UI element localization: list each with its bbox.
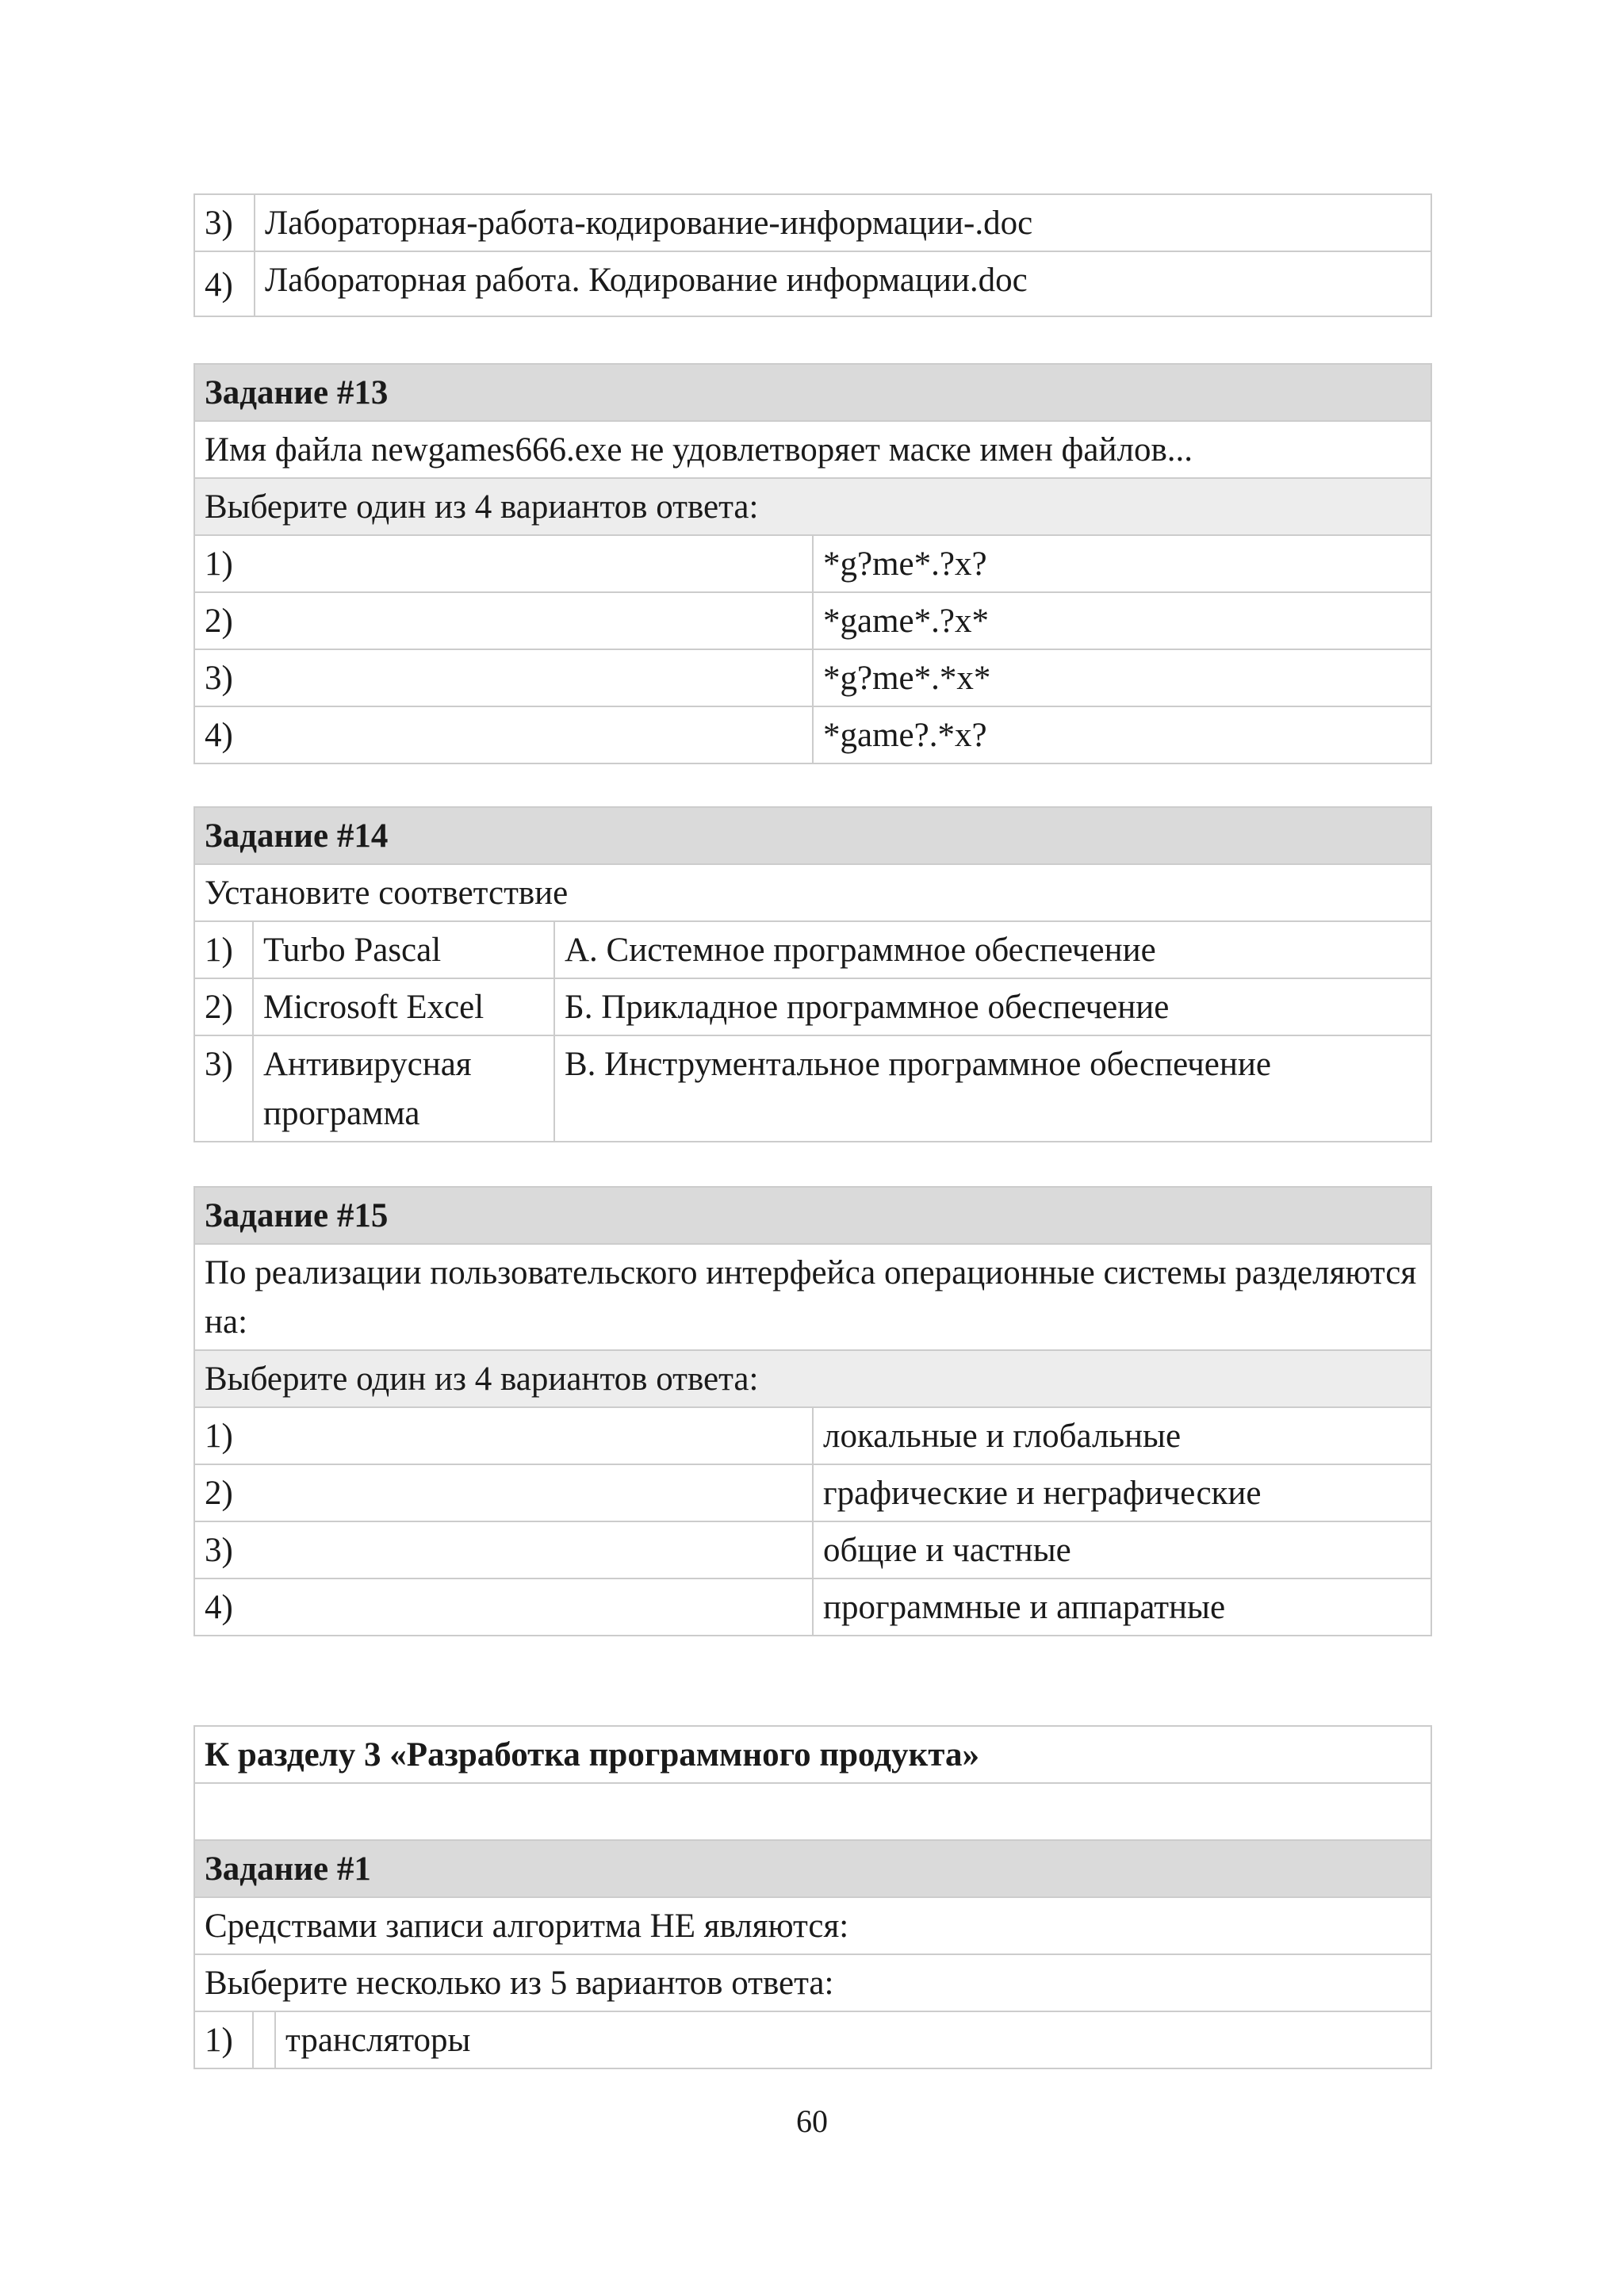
match-number: 3) [194,1035,253,1142]
option-row [194,706,1431,763]
match-left: Антивирусная программа [253,1035,554,1142]
option-number: 2) [194,592,813,649]
option-number: 1) [194,2011,253,2068]
option-text: локальные и глобальные [813,1407,1431,1464]
option-row [194,251,1431,316]
match-row [194,1035,1431,1142]
option-number: 4) [194,706,813,763]
option-number: 4) [194,251,255,316]
option-number: 3) [194,194,255,251]
section3-table [193,1725,1432,2069]
match-number: 2) [194,978,253,1035]
match-right: А. Системное программное обеспечение [554,921,1431,978]
task-title: Задание #1 [194,1840,1431,1897]
match-left: Microsoft Excel [253,978,554,1035]
task-instruction: Установите соответствие [194,864,1431,921]
option-row [194,535,1431,592]
option-text: *g?me*.?x? [813,535,1431,592]
option-text: *g?me*.*x* [813,649,1431,706]
task-question: Имя файла newgames666.exe не удовлетворяет маске имен файлов... [194,421,1431,478]
match-row [194,921,1431,978]
task-instruction: Выберите один из 4 вариантов ответа: [194,1350,1431,1407]
option-text: программные и аппаратные [813,1578,1431,1636]
option-number: 2) [194,1464,813,1521]
match-left: Turbo Pascal [253,921,554,978]
option-checkbox-cell [253,2011,275,2068]
option-row [194,592,1431,649]
option-number: 3) [194,649,813,706]
option-number: 3) [194,1521,813,1578]
option-row [194,1464,1431,1521]
option-row [194,2011,1431,2068]
match-right: В. Инструментальное программное обеспечение [554,1035,1431,1142]
option-row [194,1578,1431,1636]
task13-table [193,363,1432,764]
page-number: 60 [796,2103,828,2139]
task-question: По реализации пользовательского интерфейса операционные системы разделяются на: [194,1244,1431,1350]
match-row [194,978,1431,1035]
option-number: 4) [194,1578,813,1636]
match-number: 1) [194,921,253,978]
option-number: 1) [194,1407,813,1464]
option-text: *game*.?x* [813,592,1431,649]
match-right: Б. Прикладное программное обеспечение [554,978,1431,1035]
task15-table [193,1186,1432,1636]
option-number: 1) [194,535,813,592]
option-text: общие и частные [813,1521,1431,1578]
option-text: графические и неграфические [813,1464,1431,1521]
task-title: Задание #15 [194,1187,1431,1244]
task12-options-table [193,193,1432,317]
option-text: Лабораторная работа. Кодирование информации.doc [255,251,1431,316]
option-row [194,194,1431,251]
section-spacer-row [194,1783,1431,1840]
option-row [194,1521,1431,1578]
option-text: трансляторы [275,2011,1431,2068]
option-row [194,649,1431,706]
section-title: К разделу 3 «Разработка программного продукта» [194,1726,1431,1783]
option-row [194,1407,1431,1464]
task14-table [193,806,1432,1142]
task-question: Средствами записи алгоритма НЕ являются: [194,1897,1431,1954]
task-instruction: Выберите несколько из 5 вариантов ответа: [194,1954,1431,2011]
task-title: Задание #13 [194,364,1431,421]
task-instruction: Выберите один из 4 вариантов ответа: [194,478,1431,535]
option-text: Лабораторная-работа-кодирование-информации-.doc [255,194,1431,251]
option-text: *game?.*x? [813,706,1431,763]
task-title: Задание #14 [194,807,1431,864]
